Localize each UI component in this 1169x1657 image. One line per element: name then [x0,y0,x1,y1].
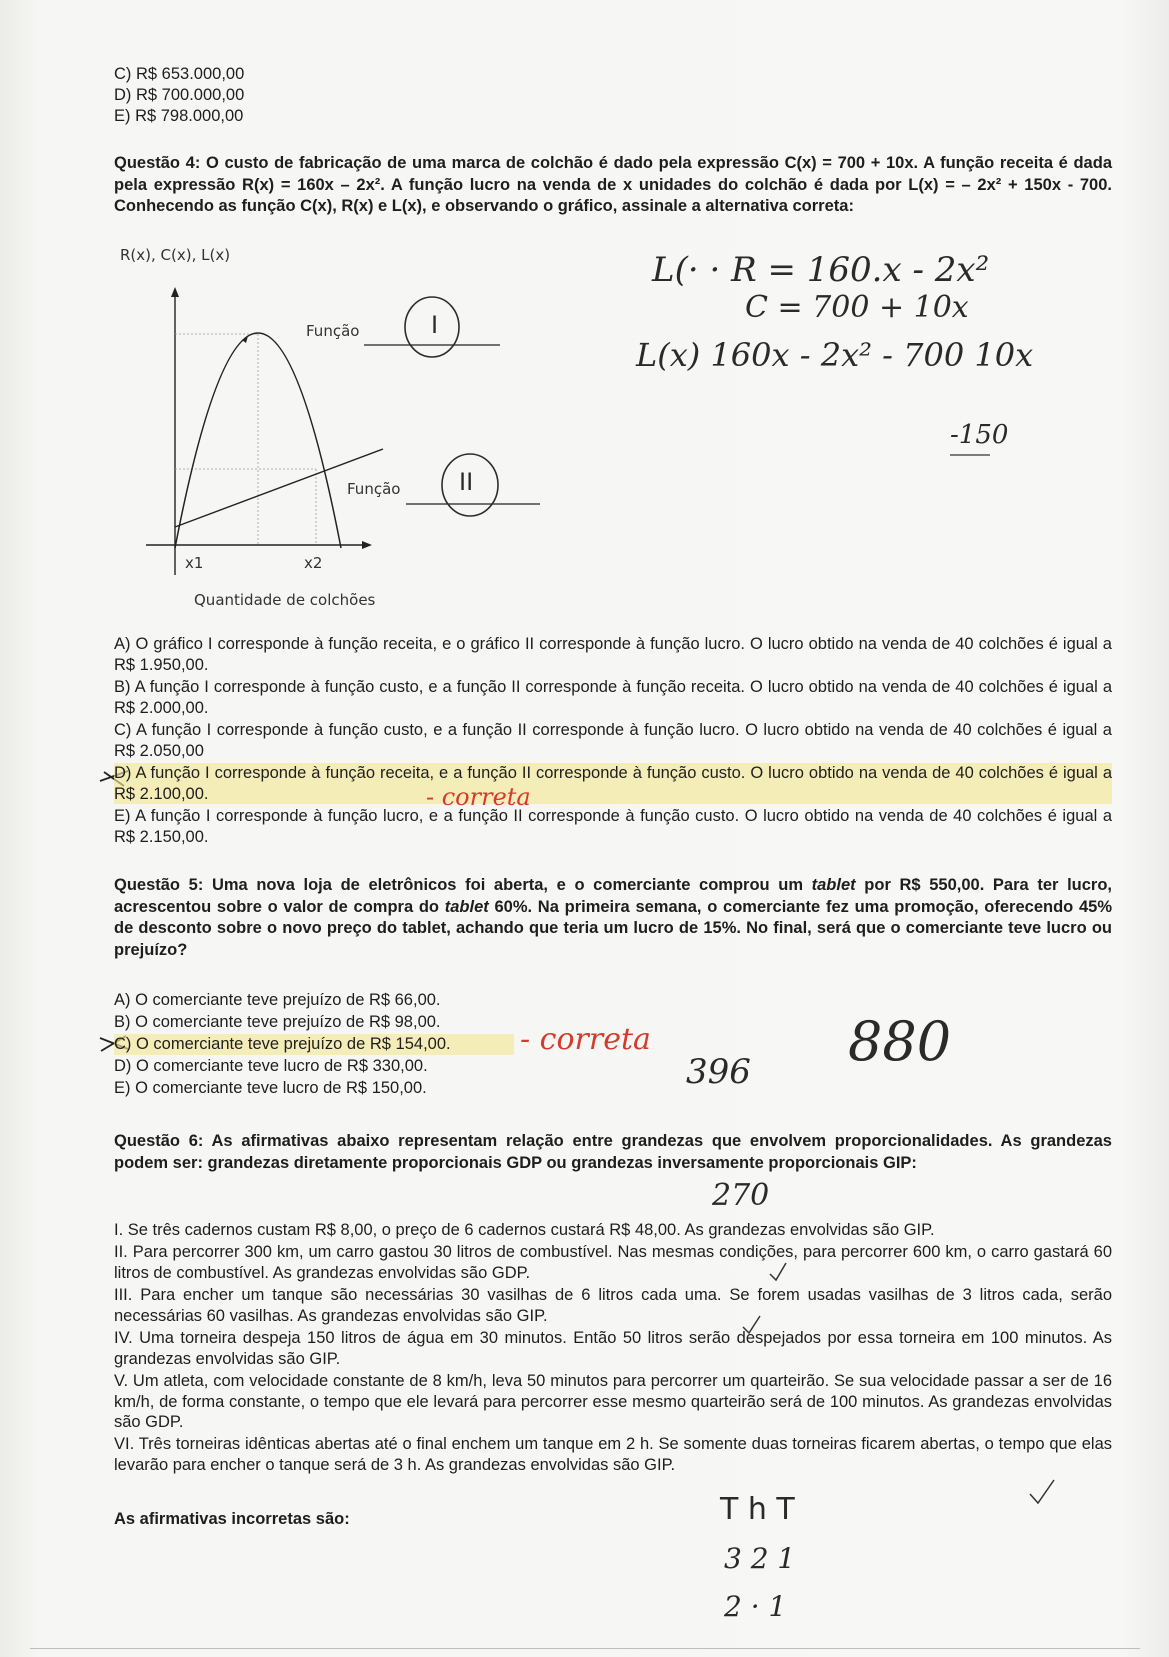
q4-option-c: C) A função I corresponde à função custo, e a função II corresponde à função lucro. O lucro obtido na venda de 40 colchões é igual a R$ 2.050,00 [114,721,1112,760]
check-mark-vi [1030,1480,1054,1503]
handwriting-270: 270 [712,1178,770,1213]
graph-cost-line [175,449,383,527]
page-bottom-edge [30,1648,1140,1649]
q3-option-d: D) R$ 700.000,00 [114,86,245,104]
handwriting-cost: C = 700 + 10x [745,290,969,325]
handwriting-correct-q5: - correta [520,1022,651,1057]
q6-item-iv: IV. Uma torneira despeja 150 litros de água em 30 minutos. Então 50 litros serão despejados por essa torneira em 100 minutos. As grandezas envolvidas são GIP. [114,1329,1112,1368]
graph-x-axis-label: Quantidade de colchões [194,591,376,609]
q6-item-i: I. Se três cadernos custam R$ 8,00, o preço de 6 cadernos custará R$ 48,00. As grandezas envolvidas são GIP. [114,1221,935,1239]
q5-option-b: B) O comerciante teve prejuízo de R$ 98,00. [114,1013,441,1031]
graph-function-label-1: Função [306,322,360,340]
q4-option-d-highlighted: D) A função I corresponde à função receita, e a função II corresponde à função custo. O lucro obtido na venda de 40 colchões é igual a R$ 2.100,00. [114,764,1112,803]
handwriting-396: 396 [686,1052,751,1092]
q5-option-e: E) O comerciante teve lucro de R$ 150,00. [114,1079,427,1097]
handwriting-grid-row-1: T h T [720,1492,795,1527]
roman-numeral-2: II [459,468,474,496]
graph-x1-label: x1 [185,554,204,572]
q4-option-e: E) A função I corresponde à função lucro, e a função II corresponde à função custo. O lucro obtido na venda de 40 colchões é igual a R$ 2.150,00. [114,807,1112,846]
graph-x-arrow [362,541,372,549]
q6-statement: Questão 6: As afirmativas abaixo representam relação entre grandezas que envolvem proporcionalidades. As grandezas podem ser: grandezas diretamente proporcionais GDP ou grandezas inversamente proporcionais GIP: [114,1132,1112,1172]
graph-y-axis-label: R(x), C(x), L(x) [120,246,231,264]
q5-option-c-highlighted: C) O comerciante teve prejuízo de R$ 154,00. [114,1034,514,1055]
q6-item-vi: VI. Três torneiras idênticas abertas até o final enchem um tanque em 2 h. Se somente duas torneiras ficarem abertas, o tempo que elas levarão para encher o tanque será de 3 h. As grandezas envolvidas são GIP. [114,1435,1112,1474]
q6-item-iii: III. Para encher um tanque são necessárias 30 vasilhas de 6 litros cada uma. Se forem usadas vasilhas de 3 litros cada, serão necessárias 60 vasilhas. As grandezas envolvidas são GIP. [114,1286,1112,1325]
q6-item-ii: II. Para percorrer 300 km, um carro gastou 30 litros de combustível. Nas mesmas condições, para percorrer 600 km, o carro gastará 60 litros de combustível. As grandezas envolvidas são GDP. [114,1243,1112,1282]
q4-option-b: B) A função I corresponde à função custo, e a função II corresponde à função receita. O lucro obtido na venda de 40 colchões é igual a R$ 2.000,00. [114,678,1112,717]
handwriting-revenue: L(· · R = 160.x - 2x² [652,250,990,290]
graph-x2-label: x2 [304,554,323,572]
roman-numeral-1: I [431,311,439,339]
q6-item-v: V. Um atleta, com velocidade constante de 8 km/h, leva 50 minutos para percorrer um quarteirão. Se sua velocidade passar a ser de 16 km/h, de forma constante, o tempo que ele levará para percorrer esse mesmo quarteirão será de 100 minutos. As grandezas envolvidas são GDP. [114,1372,1112,1431]
q4-statement: Questão 4: O custo de fabricação de uma marca de colchão é dado pela expressão C(x) = 700 + 10x. A função receita é dada pela expressão R(x) = 160x – 2x². A função lucro na venda de x unidades do colchão é dada por L(x) = – 2x² + 150x - 700. Conhecendo as função C(x), R(x) e L(x), e observando o gráfico, assinale a alternativa correta: [114,154,1112,215]
handwriting-correct-q4: - correta [426,783,531,811]
q3-option-c: C) R$ 653.000,00 [114,65,245,83]
graph-y-arrow [171,287,179,297]
handwriting-grid-row-2: 3 2 1 [724,1542,796,1575]
q3-option-e: E) R$ 798.000,00 [114,107,244,125]
graph-function-label-2: Função [347,480,401,498]
q5-option-d: D) O comerciante teve lucro de R$ 330,00. [114,1057,428,1075]
handwriting-grid-row-3: 2 · 1 [724,1590,787,1623]
handwriting-880: 880 [848,1010,952,1073]
q5-option-a: A) O comerciante teve prejuízo de R$ 66,00. [114,991,441,1009]
handwriting-profit: L(x) 160x - 2x² - 700 10x [636,336,1034,374]
q4-option-a: A) O gráfico I corresponde à função receita, e o gráfico II corresponde à função lucro. O lucro obtido na venda de 40 colchões é igual a R$ 1.950,00. [114,635,1112,674]
q6-question: As afirmativas incorretas são: [114,1510,350,1528]
handwriting-minus-150: -150 [950,420,1009,450]
q5-statement: Questão 5: Uma nova loja de eletrônicos foi aberta, e o comerciante comprou um tablet por R$ 550,00. Para ter lucro, acrescentou sobre o valor de compra do tablet 60%. Na primeira semana, o comerciante fez uma promoção, oferecendo 45% de desconto sobre o novo preço do tablet, achando que teria um lucro de 15%. No final, será que o comerciante teve lucro ou prejuízo? [114,876,1112,959]
